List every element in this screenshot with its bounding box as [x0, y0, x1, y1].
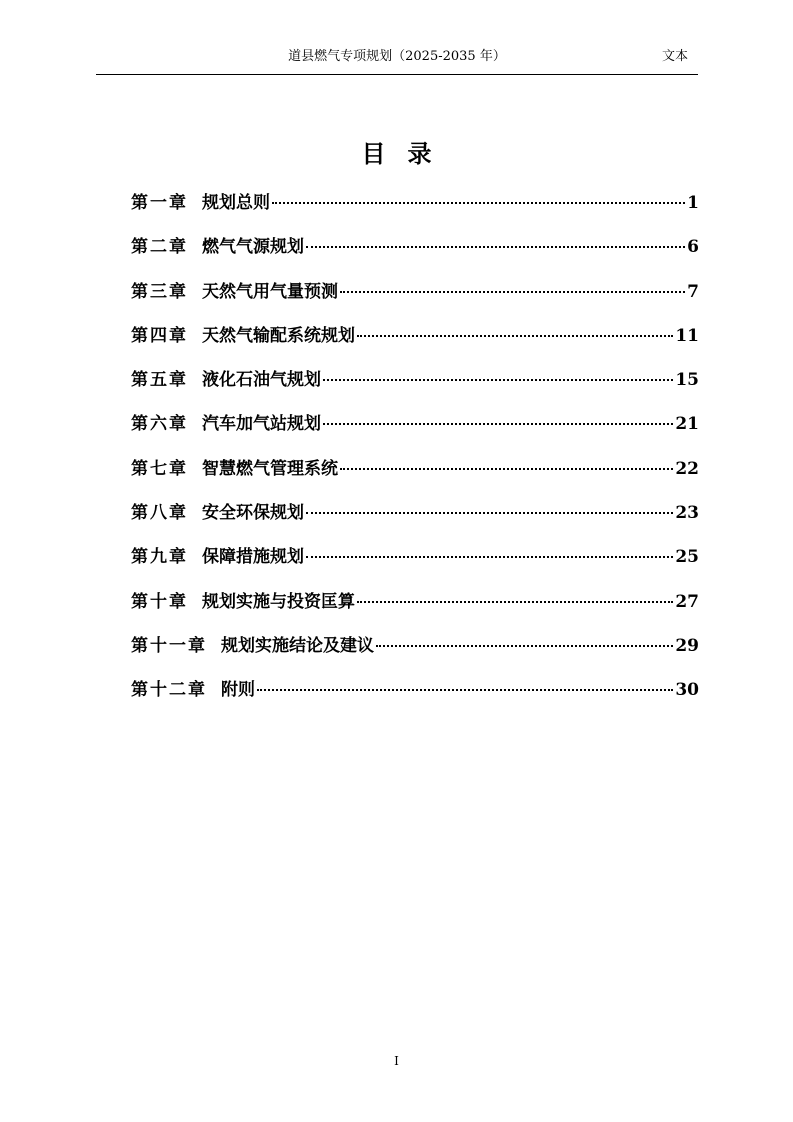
toc-entry-11[interactable] [131, 634, 699, 678]
toc-chapter-label: 第七章 [131, 458, 188, 479]
toc-chapter-label: 第五章 [131, 370, 188, 391]
toc-chapter-label: 第九章 [131, 547, 188, 568]
toc-entry-8[interactable] [131, 501, 699, 545]
toc-chapter-label: 第一章 [131, 193, 188, 213]
toc-page-number: 27 [675, 591, 699, 612]
toc-entry-4[interactable] [131, 324, 699, 368]
toc-page-number: 15 [675, 370, 699, 391]
toc-heading: 目录 [361, 139, 454, 168]
toc-entry-text: 安全环保规划 [202, 503, 304, 524]
toc-page-number: 21 [675, 414, 699, 435]
toc-chapter-label: 第十二章 [131, 680, 207, 701]
toc-page-number: 11 [675, 325, 699, 346]
toc-entry-12[interactable] [131, 678, 699, 722]
toc-page-number: 7 [687, 281, 699, 302]
toc-entry-10[interactable] [131, 590, 699, 634]
toc-page-number: 25 [675, 547, 699, 568]
toc-chapter-label: 第二章 [131, 237, 188, 258]
toc-entry-text: 天然气输配系统规划 [202, 325, 355, 346]
toc-dot-leader [376, 645, 673, 647]
toc-chapter-label: 第三章 [131, 281, 188, 302]
document-title: 道县燃气专项规划（2025-2035 年） [288, 49, 506, 64]
toc-chapter-label: 第十一章 [131, 635, 207, 656]
toc-chapter-label: 第十章 [131, 591, 188, 612]
toc-dot-leader [340, 468, 673, 470]
table-of-contents [131, 191, 699, 723]
toc-entry-text: 保障措施规划 [202, 547, 304, 568]
toc-dot-leader [323, 423, 673, 425]
toc-dot-leader [357, 601, 673, 603]
toc-dot-leader [323, 379, 673, 381]
toc-page-number: 30 [675, 680, 699, 701]
toc-entry-1[interactable] [131, 191, 699, 235]
toc-dot-leader [306, 512, 673, 514]
toc-chapter-label: 第六章 [131, 414, 188, 435]
toc-entry-text: 规划实施与投资匡算 [202, 591, 355, 612]
page-header [96, 48, 698, 75]
toc-entry-9[interactable] [131, 545, 699, 589]
toc-entry-7[interactable] [131, 457, 699, 501]
toc-dot-leader [306, 246, 685, 248]
toc-page-number: 1 [687, 193, 699, 213]
toc-page-number: 6 [687, 237, 699, 258]
toc-entry-text: 天然气用气量预测 [202, 281, 338, 302]
toc-entry-text: 智慧燃气管理系统 [202, 458, 338, 479]
toc-entry-text: 液化石油气规划 [202, 370, 321, 391]
toc-entry-2[interactable] [131, 235, 699, 279]
toc-page-number: 22 [675, 458, 699, 479]
toc-entry-3[interactable] [131, 280, 699, 324]
section-label: 文本 [661, 49, 688, 64]
toc-dot-leader [272, 202, 685, 204]
toc-entry-6[interactable] [131, 412, 699, 456]
toc-page-number: 23 [675, 503, 699, 524]
toc-entry-text: 燃气气源规划 [202, 237, 304, 258]
toc-page-number: 29 [675, 635, 699, 656]
toc-dot-leader [340, 291, 685, 293]
toc-entry-text: 汽车加气站规划 [202, 414, 321, 435]
toc-chapter-label: 第八章 [131, 503, 188, 524]
page-number: I [394, 1054, 399, 1068]
toc-entry-5[interactable] [131, 368, 699, 412]
toc-dot-leader [257, 689, 673, 691]
toc-dot-leader [357, 335, 673, 337]
toc-chapter-label: 第四章 [131, 325, 188, 346]
toc-entry-text: 规划总则 [202, 193, 270, 213]
toc-entry-text: 附则 [221, 680, 255, 701]
toc-dot-leader [306, 556, 673, 558]
toc-entry-text: 规划实施结论及建议 [221, 635, 374, 656]
